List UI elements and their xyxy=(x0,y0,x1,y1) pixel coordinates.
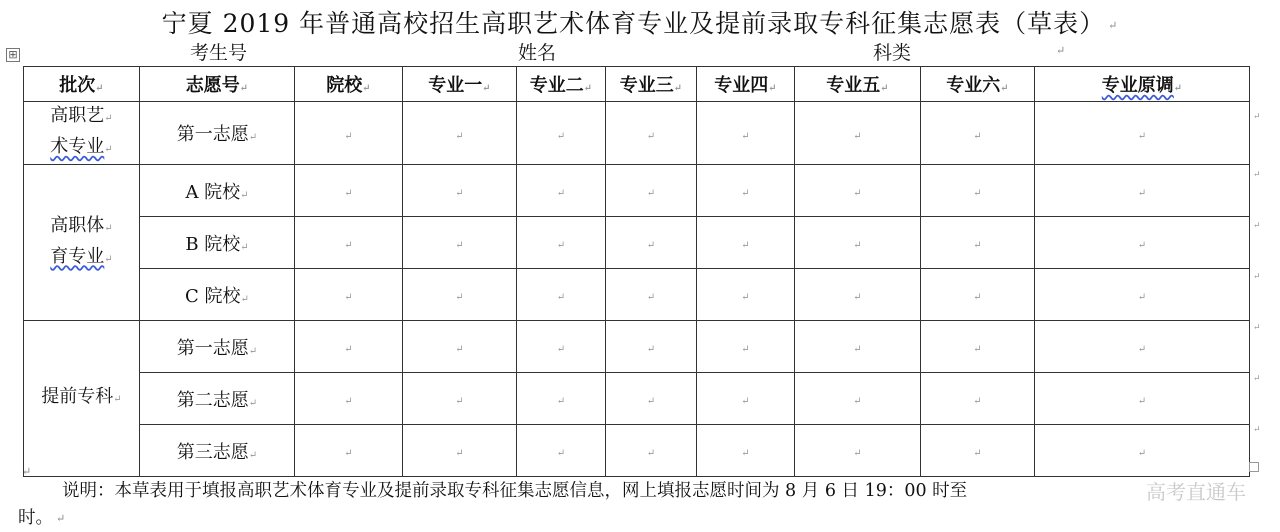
input-cell[interactable] xyxy=(403,425,517,477)
input-cell[interactable] xyxy=(921,269,1035,321)
return-mark-icon: ↵ xyxy=(646,240,656,251)
return-mark-icon: ↵ xyxy=(741,344,750,355)
note-line-1: 说明：本草表用于填报高职艺术体育专业及提前录取专科征集志愿信息，网上填报志愿时间为 8 月 6 日 19：00 时至 xyxy=(62,481,968,501)
return-mark-icon: ↵ xyxy=(973,344,982,355)
return-mark-icon: ↵ xyxy=(768,83,777,94)
input-cell[interactable] xyxy=(697,102,795,165)
return-mark-icon: ↵ xyxy=(104,113,113,124)
return-mark-icon: ↵ xyxy=(239,83,249,94)
return-mark-icon: ↵ xyxy=(741,188,750,199)
return-mark-icon: ↵ xyxy=(56,512,66,525)
table-anchor-icon[interactable]: ⊞ xyxy=(6,48,20,62)
input-cell[interactable] xyxy=(921,321,1035,373)
return-mark-icon: ↵ xyxy=(556,240,566,251)
return-mark-icon: ↵ xyxy=(1056,44,1066,57)
return-mark-icon: ↵ xyxy=(1173,83,1183,94)
row-end-mark-icon: ↵ xyxy=(1253,112,1261,122)
note-line-2: 时。 xyxy=(18,508,53,528)
table-row xyxy=(24,102,1250,165)
return-mark-icon: ↵ xyxy=(113,394,122,405)
input-cell[interactable] xyxy=(795,321,921,373)
return-mark-icon: ↵ xyxy=(741,240,750,251)
return-mark-icon: ↵ xyxy=(104,222,113,234)
input-cell[interactable] xyxy=(606,373,697,425)
exam-number-label: 考生号 xyxy=(190,42,248,64)
return-mark-icon: ↵ xyxy=(482,83,491,94)
return-mark-icon: ↵ xyxy=(1137,344,1147,355)
return-mark-icon: ↵ xyxy=(1137,292,1147,303)
return-mark-icon: ↵ xyxy=(344,292,353,303)
return-mark-icon: ↵ xyxy=(1108,19,1119,32)
input-cell[interactable] xyxy=(606,321,697,373)
return-mark-icon: ↵ xyxy=(853,396,862,407)
return-mark-icon: ↵ xyxy=(973,130,982,142)
batch-cell-art: 高职艺↵ 术专业↵ xyxy=(24,102,140,165)
input-cell[interactable] xyxy=(517,269,606,321)
input-cell[interactable] xyxy=(403,102,517,165)
return-mark-icon: ↵ xyxy=(973,396,982,407)
table-row xyxy=(24,165,1250,217)
return-mark-icon: ↵ xyxy=(556,344,566,355)
return-mark-icon: ↵ xyxy=(973,448,982,459)
input-cell[interactable] xyxy=(795,425,921,477)
return-mark-icon: ↵ xyxy=(240,293,249,305)
header-major-5: 专业五↵ xyxy=(795,67,921,102)
input-cell[interactable] xyxy=(697,165,795,217)
input-cell[interactable] xyxy=(1035,217,1250,269)
choice-label-cell: 第一志愿↵ xyxy=(140,321,295,373)
input-cell[interactable] xyxy=(295,217,403,269)
return-mark-icon: ↵ xyxy=(95,83,104,94)
return-mark-icon: ↵ xyxy=(973,188,982,199)
input-cell[interactable] xyxy=(1035,425,1250,477)
row-end-mark-icon: ↵ xyxy=(1253,425,1261,435)
input-cell[interactable] xyxy=(403,165,517,217)
header-major-1: 专业一↵ xyxy=(403,67,517,102)
table-row xyxy=(24,269,1250,321)
input-cell[interactable] xyxy=(295,269,403,321)
header-choice-no: 志愿号↵ xyxy=(140,67,295,102)
return-mark-icon: ↵ xyxy=(646,188,656,199)
choice-label-cell: 第二志愿↵ xyxy=(140,373,295,425)
input-cell[interactable] xyxy=(795,217,921,269)
return-mark-icon: ↵ xyxy=(344,188,353,199)
return-mark-icon: ↵ xyxy=(344,240,353,251)
return-mark-icon: ↵ xyxy=(556,292,566,303)
header-batch: 批次↵ xyxy=(24,67,140,102)
input-cell[interactable] xyxy=(697,321,795,373)
return-mark-icon: ↵ xyxy=(248,397,258,409)
input-cell[interactable] xyxy=(606,269,697,321)
return-mark-icon: ↵ xyxy=(646,344,656,355)
return-mark-icon: ↵ xyxy=(455,448,464,459)
return-mark-icon: ↵ xyxy=(583,83,593,94)
choice-label-cell: C 院校↵ xyxy=(140,269,295,321)
return-mark-icon: ↵ xyxy=(455,130,464,142)
header-school: 院校↵ xyxy=(295,67,403,102)
input-cell[interactable] xyxy=(517,102,606,165)
return-mark-icon: ↵ xyxy=(853,240,862,251)
header-row xyxy=(24,67,1250,102)
input-cell[interactable] xyxy=(606,425,697,477)
return-mark-icon: ↵ xyxy=(1000,83,1009,94)
input-cell[interactable] xyxy=(1035,321,1250,373)
input-cell[interactable] xyxy=(403,269,517,321)
return-mark-icon: ↵ xyxy=(556,188,566,199)
row-end-mark-icon: ↵ xyxy=(1253,221,1261,231)
row-end-mark-icon: ↵ xyxy=(1253,272,1261,282)
return-mark-icon: ↵ xyxy=(1137,130,1147,142)
row-end-mark-icon: ↵ xyxy=(1253,323,1261,333)
choice-label-cell: A 院校↵ xyxy=(140,165,295,217)
header-major-2: 专业二↵ xyxy=(517,67,606,102)
return-mark-icon: ↵ xyxy=(646,448,656,459)
input-cell[interactable] xyxy=(606,102,697,165)
return-mark-icon: ↵ xyxy=(104,144,113,155)
input-cell[interactable] xyxy=(295,165,403,217)
row-end-mark-icon: ↵ xyxy=(1253,374,1261,384)
input-cell[interactable] xyxy=(517,165,606,217)
return-mark-icon: ↵ xyxy=(673,83,683,94)
return-mark-icon: ↵ xyxy=(853,344,862,355)
return-mark-icon: ↵ xyxy=(853,292,862,303)
input-cell[interactable] xyxy=(795,165,921,217)
choice-label-cell: 第一志愿↵ xyxy=(140,102,295,165)
return-mark-icon: ↵ xyxy=(741,396,750,407)
return-mark-icon: ↵ xyxy=(646,130,656,142)
row-end-mark-icon: ↵ xyxy=(1253,170,1261,180)
return-mark-icon: ↵ xyxy=(248,345,258,357)
return-mark-icon: ↵ xyxy=(880,83,889,94)
input-cell[interactable] xyxy=(921,373,1035,425)
input-cell[interactable] xyxy=(795,373,921,425)
input-cell[interactable] xyxy=(517,321,606,373)
header-major-3: 专业三↵ xyxy=(606,67,697,102)
return-mark-icon: ↵ xyxy=(973,292,982,303)
input-cell[interactable] xyxy=(697,269,795,321)
return-mark-icon: ↵ xyxy=(1137,448,1147,459)
return-mark-icon: ↵ xyxy=(741,448,750,459)
table-row xyxy=(24,321,1250,373)
form-title xyxy=(0,4,1280,40)
return-mark-icon: ↵ xyxy=(240,189,249,201)
header-major-6: 专业六↵ xyxy=(921,67,1035,102)
batch-cell-early: 提前专科↵ xyxy=(24,321,140,477)
return-mark-icon: ↵ xyxy=(362,83,371,94)
choice-label-cell: 第三志愿↵ xyxy=(140,425,295,477)
input-cell[interactable] xyxy=(295,373,403,425)
input-cell[interactable] xyxy=(403,217,517,269)
input-cell[interactable] xyxy=(606,165,697,217)
return-mark-icon: ↵ xyxy=(455,188,464,199)
return-mark-icon: ↵ xyxy=(344,130,353,142)
return-mark-icon: ↵ xyxy=(853,188,862,199)
table-row xyxy=(24,425,1250,477)
return-mark-icon: ↵ xyxy=(556,396,566,407)
name-label: 姓名 xyxy=(518,42,557,64)
input-cell[interactable] xyxy=(697,373,795,425)
input-cell[interactable] xyxy=(697,425,795,477)
return-mark-icon: ↵ xyxy=(741,292,750,303)
return-mark-icon: ↵ xyxy=(556,448,566,459)
return-mark-icon: ↵ xyxy=(455,240,464,251)
return-mark-icon: ↵ xyxy=(344,344,353,355)
input-cell[interactable] xyxy=(403,373,517,425)
return-mark-icon: ↵ xyxy=(22,465,32,478)
return-mark-icon: ↵ xyxy=(455,344,464,355)
instructions-note xyxy=(0,478,1270,532)
input-cell[interactable] xyxy=(295,425,403,477)
input-cell[interactable] xyxy=(921,102,1035,165)
category-label: 科类 xyxy=(873,42,912,64)
return-mark-icon: ↵ xyxy=(741,130,750,142)
form-title-text: 宁夏 2019 年普通高校招生高职艺术体育专业及提前录取专科征集志愿表（草表） xyxy=(161,9,1106,38)
input-cell[interactable] xyxy=(921,165,1035,217)
return-mark-icon: ↵ xyxy=(455,292,464,303)
application-form-table xyxy=(23,66,1250,477)
table-resize-handle[interactable] xyxy=(1249,462,1259,472)
input-cell[interactable] xyxy=(1035,165,1250,217)
input-cell[interactable] xyxy=(795,269,921,321)
input-cell[interactable] xyxy=(1035,269,1250,321)
header-major-adjust: 专业原调↵ xyxy=(1035,67,1250,102)
return-mark-icon: ↵ xyxy=(1137,240,1147,251)
return-mark-icon: ↵ xyxy=(455,396,464,407)
return-mark-icon: ↵ xyxy=(853,130,862,142)
table-row xyxy=(24,373,1250,425)
return-mark-icon: ↵ xyxy=(248,449,258,461)
input-cell[interactable] xyxy=(403,321,517,373)
return-mark-icon: ↵ xyxy=(240,241,249,253)
input-cell[interactable] xyxy=(1035,102,1250,165)
return-mark-icon: ↵ xyxy=(344,396,353,407)
return-mark-icon: ↵ xyxy=(344,448,353,459)
input-cell[interactable] xyxy=(921,425,1035,477)
table-row xyxy=(24,217,1250,269)
input-cell[interactable] xyxy=(1035,373,1250,425)
return-mark-icon: ↵ xyxy=(1137,188,1147,199)
input-cell[interactable] xyxy=(517,217,606,269)
batch-cell-sports: 高职体↵ 育专业↵ xyxy=(24,165,140,321)
input-cell[interactable] xyxy=(697,217,795,269)
input-cell[interactable] xyxy=(295,102,403,165)
input-cell[interactable] xyxy=(517,373,606,425)
input-cell[interactable] xyxy=(606,217,697,269)
return-mark-icon: ↵ xyxy=(1137,396,1147,407)
input-cell[interactable] xyxy=(517,425,606,477)
header-major-4: 专业四↵ xyxy=(697,67,795,102)
return-mark-icon: ↵ xyxy=(646,396,656,407)
input-cell[interactable] xyxy=(921,217,1035,269)
choice-label-cell: B 院校↵ xyxy=(140,217,295,269)
return-mark-icon: ↵ xyxy=(248,132,258,143)
return-mark-icon: ↵ xyxy=(556,130,566,142)
input-cell[interactable] xyxy=(795,102,921,165)
return-mark-icon: ↵ xyxy=(104,253,113,265)
watermark: 高考直通车 xyxy=(1146,480,1246,504)
return-mark-icon: ↵ xyxy=(973,240,982,251)
return-mark-icon: ↵ xyxy=(853,448,862,459)
input-cell[interactable] xyxy=(295,321,403,373)
return-mark-icon: ↵ xyxy=(646,292,656,303)
